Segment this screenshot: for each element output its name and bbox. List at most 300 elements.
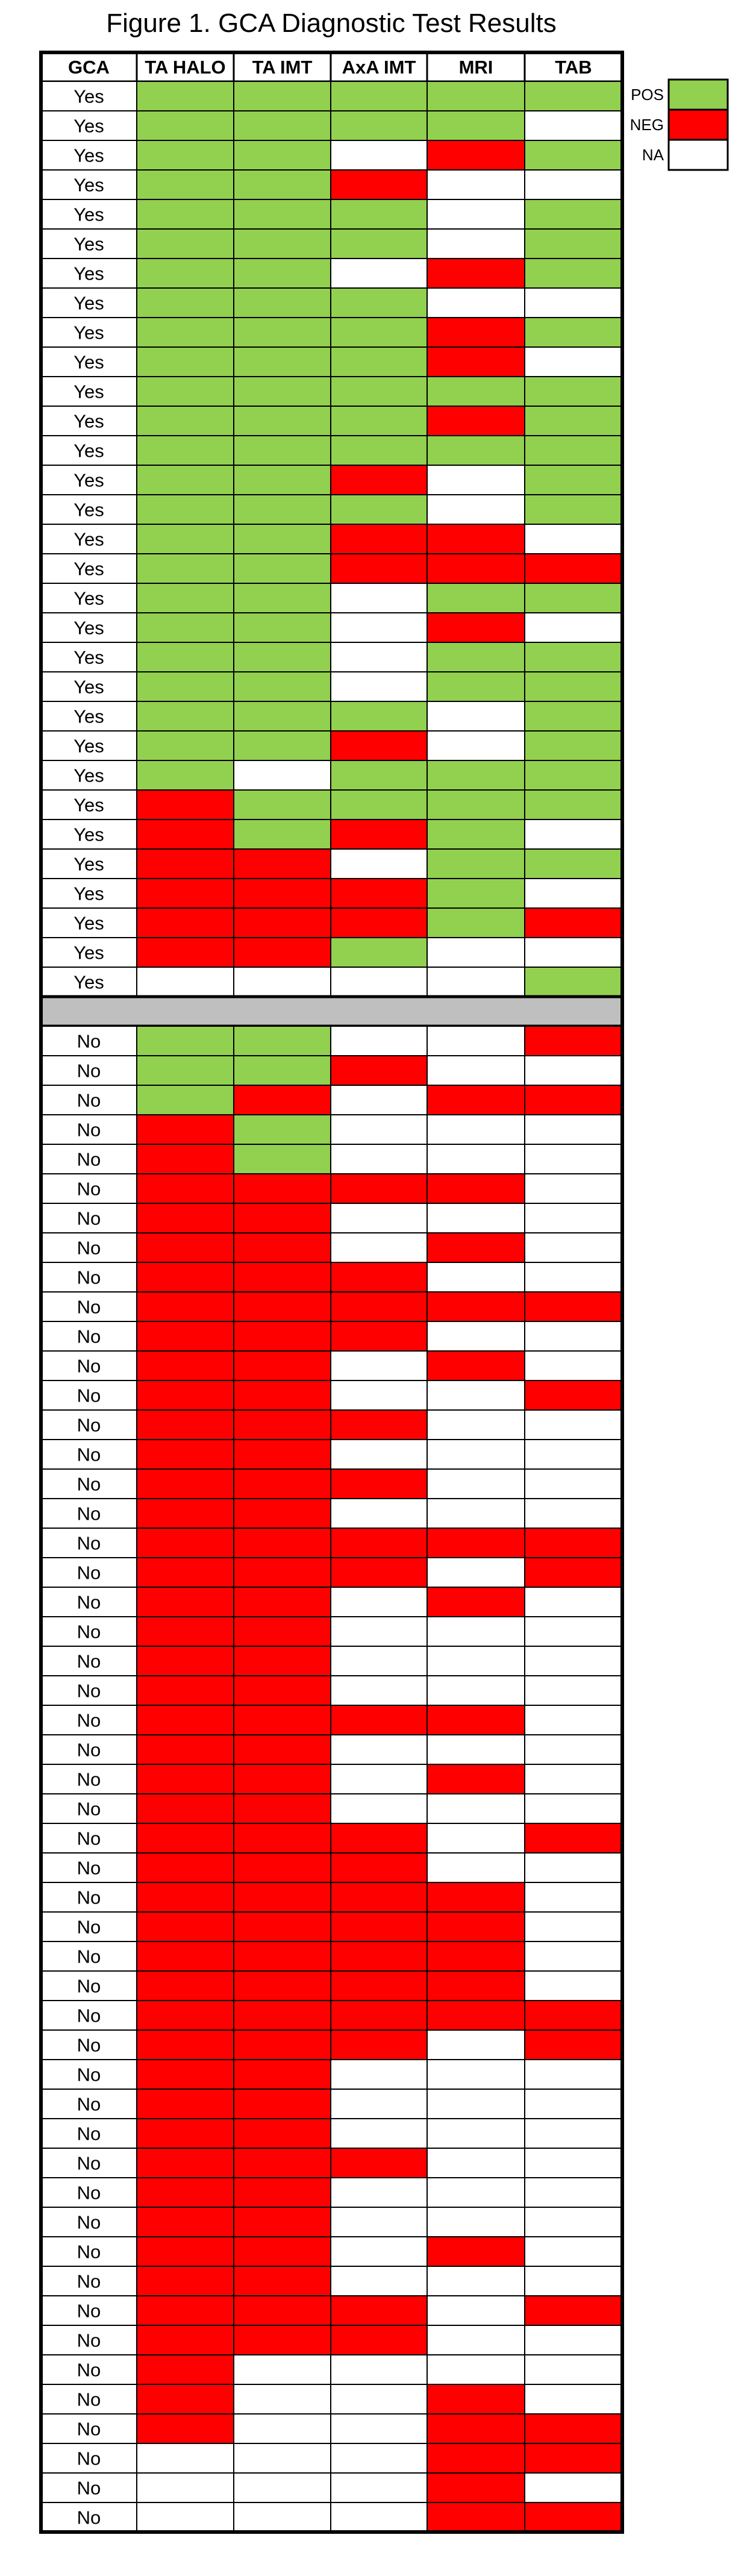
result-cell-neg (137, 2178, 234, 2207)
result-cell-neg (137, 1351, 234, 1380)
result-cell-pos (234, 140, 331, 170)
result-cell-neg (137, 2237, 234, 2266)
gca-label: Yes (73, 528, 104, 550)
result-cell-pos (137, 229, 234, 259)
result-cell-na (427, 2060, 525, 2089)
result-cell-neg (137, 2001, 234, 2030)
result-cell-pos (137, 81, 234, 111)
result-cell-neg (137, 2148, 234, 2178)
result-cell-na (331, 1587, 427, 1617)
legend-label-na: NA (642, 146, 664, 164)
result-cell-neg (137, 2384, 234, 2414)
result-cell-neg (137, 1292, 234, 1321)
result-cell-pos (427, 81, 525, 111)
result-cell-neg (331, 170, 427, 199)
result-cell-neg (137, 1764, 234, 1794)
result-cell-na (525, 111, 622, 140)
gca-label: No (77, 1562, 101, 1584)
result-cell-neg (234, 2266, 331, 2296)
result-cell-neg (427, 524, 525, 554)
result-cell-neg (137, 1558, 234, 1587)
result-cell-na (427, 1380, 525, 1410)
result-cell-pos (234, 1144, 331, 1174)
result-cell-neg (234, 1646, 331, 1676)
result-cell-neg (525, 1085, 622, 1115)
result-cell-na (427, 1026, 525, 1056)
result-cell-neg (331, 1410, 427, 1440)
result-cell-na (525, 1410, 622, 1440)
result-cell-na (525, 2325, 622, 2355)
result-cell-na (331, 2266, 427, 2296)
gca-label: Yes (73, 322, 104, 343)
result-cell-na (525, 2089, 622, 2119)
gca-label: No (77, 1119, 101, 1141)
column-header: TA IMT (252, 57, 313, 78)
gca-label: No (77, 2182, 101, 2204)
result-cell-pos (525, 436, 622, 465)
result-cell-neg (137, 908, 234, 938)
result-cell-neg (137, 1469, 234, 1499)
gca-label: No (77, 1355, 101, 1377)
result-cell-pos (137, 199, 234, 229)
gca-label: No (77, 2359, 101, 2381)
result-cell-neg (427, 2473, 525, 2502)
result-cell-neg (137, 1646, 234, 1676)
result-cell-pos (137, 1026, 234, 1056)
result-cell-na (525, 613, 622, 642)
result-cell-pos (525, 731, 622, 760)
result-cell-pos (427, 819, 525, 849)
result-cell-neg (137, 849, 234, 879)
result-cell-pos (234, 288, 331, 318)
result-cell-na (525, 1912, 622, 1941)
gca-label: No (77, 1089, 101, 1111)
result-cell-na (427, 1410, 525, 1440)
result-cell-na (525, 1853, 622, 1882)
result-cell-neg (234, 2296, 331, 2325)
result-cell-neg (137, 1115, 234, 1144)
result-cell-na (525, 2384, 622, 2414)
result-cell-pos (427, 111, 525, 140)
result-cell-na (331, 2237, 427, 2266)
result-cell-pos (331, 436, 427, 465)
result-cell-na (525, 288, 622, 318)
result-cell-na (427, 1676, 525, 1705)
gca-label: No (77, 2507, 101, 2528)
gca-label: Yes (73, 883, 104, 904)
result-cell-na (525, 1764, 622, 1794)
result-cell-pos (137, 672, 234, 701)
result-cell-neg (427, 1941, 525, 1971)
gca-label: No (77, 1946, 101, 1967)
result-cell-na (427, 2178, 525, 2207)
result-cell-neg (234, 1410, 331, 1440)
result-cell-pos (331, 347, 427, 377)
result-cell-pos (525, 465, 622, 495)
result-cell-neg (234, 1351, 331, 1380)
result-cell-na (525, 2237, 622, 2266)
result-cell-neg (137, 1676, 234, 1705)
result-cell-na (427, 2355, 525, 2384)
result-cell-na (331, 140, 427, 170)
result-cell-na (427, 2325, 525, 2355)
result-cell-pos (137, 701, 234, 731)
result-cell-pos (234, 672, 331, 701)
result-cell-na (331, 1351, 427, 1380)
result-cell-neg (137, 1735, 234, 1764)
result-cell-neg (525, 2296, 622, 2325)
legend-label-pos: POS (631, 86, 664, 104)
result-cell-na (525, 2119, 622, 2148)
result-cell-neg (234, 2237, 331, 2266)
gca-label: No (77, 1444, 101, 1465)
result-cell-na (427, 1646, 525, 1676)
result-cell-na (427, 1203, 525, 1233)
result-cell-na (525, 2148, 622, 2178)
result-cell-na (525, 1499, 622, 1528)
result-cell-pos (137, 465, 234, 495)
result-cell-neg (137, 1321, 234, 1351)
gca-label: Yes (73, 292, 104, 314)
result-cell-na (427, 1115, 525, 1144)
result-cell-pos (137, 583, 234, 613)
result-cell-neg (427, 2384, 525, 2414)
result-cell-na (331, 613, 427, 642)
result-cell-neg (234, 849, 331, 879)
result-cell-pos (137, 554, 234, 583)
result-cell-neg (137, 1823, 234, 1853)
result-cell-neg (234, 1262, 331, 1292)
result-cell-na (427, 701, 525, 731)
result-cell-pos (234, 1115, 331, 1144)
result-cell-neg (137, 1587, 234, 1617)
result-cell-pos (234, 406, 331, 436)
gca-label: No (77, 1237, 101, 1259)
result-cell-na (137, 2473, 234, 2502)
result-cell-pos (331, 406, 427, 436)
result-cell-pos (427, 436, 525, 465)
result-cell-na (331, 2355, 427, 2384)
result-cell-pos (234, 318, 331, 347)
result-cell-neg (234, 2178, 331, 2207)
result-cell-pos (234, 701, 331, 731)
result-cell-pos (234, 731, 331, 760)
result-cell-neg (331, 1853, 427, 1882)
column-header: TA HALO (145, 57, 226, 78)
result-cell-pos (525, 406, 622, 436)
result-cell-neg (234, 1617, 331, 1646)
result-cell-na (525, 879, 622, 908)
gca-label: Yes (73, 765, 104, 786)
result-cell-na (427, 2030, 525, 2060)
result-cell-neg (137, 2119, 234, 2148)
result-cell-na (427, 938, 525, 967)
result-cell-pos (427, 879, 525, 908)
gca-label: No (77, 2064, 101, 2086)
result-cell-pos (137, 111, 234, 140)
result-cell-na (427, 2207, 525, 2237)
result-cell-pos (234, 524, 331, 554)
result-cell-neg (331, 1912, 427, 1941)
gca-label: Yes (73, 440, 104, 462)
gca-label: No (77, 2300, 101, 2322)
result-cell-na (331, 1617, 427, 1646)
result-cell-na (427, 1499, 525, 1528)
result-cell-pos (525, 790, 622, 819)
result-cell-na (331, 1794, 427, 1823)
gca-label: Yes (73, 706, 104, 727)
result-cell-neg (427, 2237, 525, 2266)
gca-label: Yes (73, 617, 104, 639)
result-cell-na (331, 1085, 427, 1115)
result-cell-pos (234, 1026, 331, 1056)
result-cell-neg (234, 2030, 331, 2060)
result-cell-na (331, 2089, 427, 2119)
result-cell-na (525, 2178, 622, 2207)
result-cell-pos (137, 170, 234, 199)
gca-label: No (77, 1326, 101, 1347)
result-cell-neg (331, 1262, 427, 1292)
result-cell-na (234, 2443, 331, 2473)
result-cell-na (331, 2178, 427, 2207)
result-cell-pos (331, 495, 427, 524)
result-cell-na (427, 2089, 525, 2119)
result-cell-neg (234, 2207, 331, 2237)
result-cell-neg (525, 2030, 622, 2060)
result-cell-pos (137, 731, 234, 760)
result-cell-pos (427, 672, 525, 701)
result-cell-neg (137, 1440, 234, 1469)
result-cell-pos (137, 259, 234, 288)
result-cell-neg (234, 879, 331, 908)
result-cell-neg (427, 2443, 525, 2473)
result-cell-neg (234, 1203, 331, 1233)
result-cell-pos (234, 81, 331, 111)
result-cell-na (427, 1735, 525, 1764)
result-cell-na (525, 1587, 622, 1617)
result-cell-na (331, 2443, 427, 2473)
result-cell-na (427, 2148, 525, 2178)
result-cell-na (137, 2502, 234, 2532)
result-cell-neg (525, 1528, 622, 1558)
result-cell-pos (525, 318, 622, 347)
result-cell-neg (137, 1174, 234, 1203)
gca-label: Yes (73, 204, 104, 225)
result-cell-neg (427, 1764, 525, 1794)
result-cell-pos (427, 790, 525, 819)
result-cell-na (427, 1558, 525, 1587)
result-cell-pos (427, 760, 525, 790)
result-cell-pos (331, 938, 427, 967)
result-cell-na (427, 288, 525, 318)
result-cell-na (331, 2207, 427, 2237)
result-cell-neg (234, 1085, 331, 1115)
result-cell-na (331, 583, 427, 613)
result-cell-neg (234, 1321, 331, 1351)
result-cell-pos (525, 259, 622, 288)
result-cell-neg (137, 2089, 234, 2119)
result-cell-na (525, 347, 622, 377)
result-cell-pos (525, 672, 622, 701)
result-cell-pos (234, 436, 331, 465)
result-cell-neg (234, 1528, 331, 1558)
result-cell-neg (427, 613, 525, 642)
result-cell-neg (427, 1351, 525, 1380)
result-cell-pos (525, 583, 622, 613)
gca-label: No (77, 2005, 101, 2026)
gca-label: No (77, 1532, 101, 1554)
result-cell-neg (234, 908, 331, 938)
result-cell-pos (137, 642, 234, 672)
result-cell-na (525, 1440, 622, 1469)
column-header: GCA (68, 57, 110, 78)
result-cell-neg (234, 1941, 331, 1971)
result-cell-neg (331, 1558, 427, 1587)
result-cell-neg (525, 908, 622, 938)
result-cell-pos (234, 583, 331, 613)
gca-label: Yes (73, 499, 104, 521)
result-cell-na (234, 2414, 331, 2443)
result-cell-na (137, 967, 234, 997)
result-cell-pos (331, 377, 427, 406)
result-cell-neg (137, 2414, 234, 2443)
result-cell-na (525, 1676, 622, 1705)
result-cell-na (525, 1735, 622, 1764)
result-cell-na (525, 1617, 622, 1646)
result-cell-pos (525, 140, 622, 170)
result-cell-na (525, 1115, 622, 1144)
result-cell-neg (234, 1676, 331, 1705)
gca-label: No (77, 1709, 101, 1731)
result-cell-na (525, 2207, 622, 2237)
result-cell-na (427, 229, 525, 259)
result-cell-na (331, 259, 427, 288)
gca-label: No (77, 1149, 101, 1170)
result-cell-na (525, 1941, 622, 1971)
result-cell-neg (234, 1882, 331, 1912)
result-cell-neg (331, 1823, 427, 1853)
result-cell-pos (525, 849, 622, 879)
gca-label: No (77, 2418, 101, 2440)
gca-label: Yes (73, 381, 104, 403)
result-cell-neg (427, 140, 525, 170)
result-cell-neg (234, 1794, 331, 1823)
result-cell-neg (234, 1764, 331, 1794)
result-cell-neg (331, 1056, 427, 1085)
gca-label: No (77, 1385, 101, 1406)
result-cell-neg (331, 524, 427, 554)
result-cell-neg (234, 1587, 331, 1617)
result-cell-neg (137, 2207, 234, 2237)
gca-label: No (77, 2034, 101, 2056)
result-cell-neg (234, 1292, 331, 1321)
result-cell-na (427, 731, 525, 760)
result-cell-neg (137, 2060, 234, 2089)
result-cell-pos (137, 524, 234, 554)
result-cell-neg (234, 1971, 331, 2001)
result-cell-na (331, 1646, 427, 1676)
result-cell-neg (137, 790, 234, 819)
gca-label: No (77, 2211, 101, 2233)
result-cell-neg (137, 2296, 234, 2325)
result-cell-pos (137, 1056, 234, 1085)
gca-label: Yes (73, 469, 104, 491)
result-cell-pos (234, 465, 331, 495)
result-cell-na (525, 1646, 622, 1676)
result-cell-neg (331, 2325, 427, 2355)
gca-label: Yes (73, 233, 104, 255)
result-cell-neg (525, 2001, 622, 2030)
result-cell-neg (525, 1558, 622, 1587)
result-cell-neg (137, 2266, 234, 2296)
result-cell-pos (137, 406, 234, 436)
result-cell-pos (525, 229, 622, 259)
result-cell-na (331, 967, 427, 997)
result-cell-neg (427, 2414, 525, 2443)
gca-label: Yes (73, 145, 104, 166)
result-cell-neg (525, 554, 622, 583)
result-cell-neg (234, 2148, 331, 2178)
result-cell-pos (137, 495, 234, 524)
gca-label: No (77, 2270, 101, 2292)
result-cell-neg (427, 554, 525, 583)
result-cell-neg (137, 1705, 234, 1735)
result-cell-na (427, 1469, 525, 1499)
result-cell-neg (234, 2089, 331, 2119)
result-cell-neg (234, 1469, 331, 1499)
result-cell-neg (331, 1882, 427, 1912)
result-cell-neg (137, 1410, 234, 1440)
result-cell-neg (525, 2414, 622, 2443)
result-cell-na (525, 1203, 622, 1233)
result-cell-neg (234, 2325, 331, 2355)
result-cell-pos (331, 790, 427, 819)
result-cell-na (234, 2355, 331, 2384)
result-cell-pos (234, 229, 331, 259)
result-cell-na (331, 1735, 427, 1764)
result-cell-neg (234, 1912, 331, 1941)
result-cell-pos (525, 81, 622, 111)
result-cell-pos (234, 111, 331, 140)
result-cell-pos (137, 288, 234, 318)
gca-label: Yes (73, 647, 104, 668)
gca-label: No (77, 2241, 101, 2263)
result-cell-na (427, 1440, 525, 1469)
gca-label: No (77, 2123, 101, 2145)
result-cell-neg (234, 1853, 331, 1882)
result-cell-na (427, 2119, 525, 2148)
result-cell-na (331, 2414, 427, 2443)
result-cell-neg (137, 1971, 234, 2001)
result-cell-pos (331, 81, 427, 111)
legend-label-neg: NEG (630, 116, 664, 134)
result-cell-pos (137, 1085, 234, 1115)
result-cell-na (427, 1617, 525, 1646)
result-cell-na (525, 1233, 622, 1262)
result-cell-na (234, 2384, 331, 2414)
result-cell-pos (137, 436, 234, 465)
result-cell-neg (525, 1380, 622, 1410)
result-cell-neg (137, 1794, 234, 1823)
gca-label: Yes (73, 676, 104, 698)
result-cell-na (331, 849, 427, 879)
result-cell-neg (427, 1705, 525, 1735)
result-cell-na (525, 1705, 622, 1735)
result-cell-neg (427, 318, 525, 347)
gca-label: No (77, 2152, 101, 2174)
result-cell-neg (331, 1469, 427, 1499)
gca-label: Yes (73, 115, 104, 137)
